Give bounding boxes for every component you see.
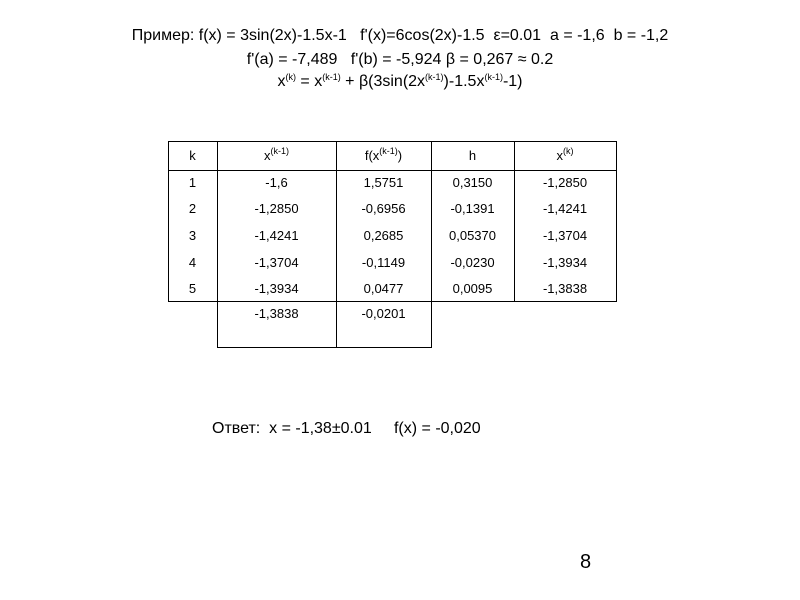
body-bottom-border [168,301,617,302]
cell-f: -0,1149 [361,255,406,270]
table-top-border [168,141,617,142]
iteration-formula: $x^{(k)} = x^{(k-1)} + \beta(3\sin(2x^{(k-1)})-1.5x^{(k-1)}-1)$ [277,72,523,90]
cell-x-prev: -1,4241 [254,228,299,243]
cell-x-prev: -1,6 [265,175,288,190]
cell-x-k: -1,3838 [542,281,588,296]
fa-value: f'(a) = -7,489 [246,51,338,68]
answer-f: f(x) = -0,020 [393,420,481,437]
cell-x-prev: -1,3704 [254,255,299,270]
final-f: -0,0201 [361,306,406,321]
cell-h: 0,05370 [449,228,496,243]
cell-x-k: -1,4241 [542,201,588,216]
b-value: b = -1,2 [613,27,669,44]
table-left-border [168,141,169,302]
cell-f: 0,0477 [363,281,404,296]
cell-k: 4 [188,255,197,270]
header-divider [168,170,617,171]
cell-h: -0,1391 [450,201,495,216]
cell-k: 2 [188,201,197,216]
cell-h: -0,0230 [450,255,495,270]
header-x-prev: $x^{(k-1)}$ [264,146,289,163]
header-h: h [468,148,477,163]
cell-h: 0,3150 [452,175,493,190]
cell-f: 0,2685 [363,228,404,243]
cell-f: -0,6956 [361,201,406,216]
iteration-table [168,141,617,348]
a-value: a = -1,6 [549,27,605,44]
header-x-k: $x^{(k)}$ [556,146,574,163]
function-definition: Пример: f(x) = 3sin(2x)-1.5x-1 [131,27,347,44]
final-x-prev: -1,3838 [254,306,299,321]
answer-label: Ответ: [212,420,261,437]
fb-beta-value: f'(b) = -5,924 β = 0,267 ≈ 0.2 [350,51,554,68]
answer-x: x = -1,38±0.01 [269,420,372,437]
formula-line-2 [0,51,800,69]
cell-x-prev: -1,2850 [254,201,299,216]
table-right-border [616,141,617,302]
cell-x-prev: -1,3934 [254,281,299,296]
formula-line-1 [0,27,800,45]
header-f: $f(x^{(k-1)})$ [364,146,403,163]
cell-x-k: -1,3704 [542,228,588,243]
answer-line [212,420,481,438]
header-k: k [189,148,196,163]
final-row-bottom-border [217,347,432,348]
cell-x-k: -1,3934 [542,255,588,270]
epsilon-value: ε=0.01 [493,27,542,44]
cell-h: 0,0095 [452,281,493,296]
column-divider-3 [431,141,432,348]
cell-k: 3 [188,228,197,243]
cell-k: 5 [188,281,197,296]
cell-k: 1 [188,175,197,190]
column-divider-4 [514,141,515,302]
cell-f: 1,5751 [363,175,404,190]
cell-x-k: -1,2850 [542,175,588,190]
page-number: 8 [580,551,592,573]
derivative-definition: f'(x)=6cos(2x)-1.5 [360,27,485,44]
